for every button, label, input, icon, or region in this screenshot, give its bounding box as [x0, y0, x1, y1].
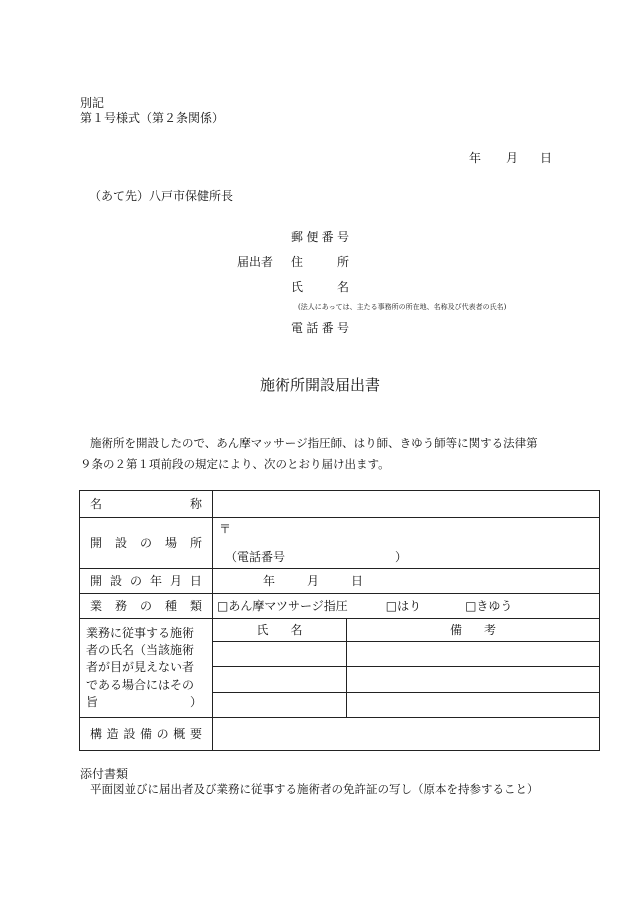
row-open-date: [80, 569, 600, 594]
open-date-year: 年: [263, 573, 276, 588]
location-phone-close: ）: [395, 550, 408, 564]
business-type-options: [213, 594, 600, 619]
staff-remarks-cell[interactable]: [347, 667, 600, 693]
date-month: 月: [506, 151, 519, 165]
addressee: （あて先）八戸市保健所長: [89, 189, 234, 203]
staff-remarks-cell[interactable]: [347, 693, 600, 718]
date-year: 年: [469, 151, 482, 165]
row-structure: [80, 718, 600, 751]
applicant-label: 届出者: [237, 255, 274, 269]
staff-remarks-header: 備 考: [347, 619, 600, 642]
option-anma-checkbox[interactable]: □あん摩マツサージ指圧: [217, 598, 348, 613]
structure-field[interactable]: [213, 718, 600, 751]
row-business-type: [80, 594, 600, 619]
row-facility-name: [80, 491, 600, 518]
corporation-note: (法人にあっては、主たる事務所の所在地、名称及び代表者の氏名): [298, 303, 507, 311]
document-title: 施術所開設届出書: [260, 376, 381, 394]
address-label: 住 所: [291, 255, 349, 269]
staff-name-header: 氏 名: [213, 619, 347, 642]
postal-mark: 〒: [219, 522, 232, 536]
form-number: 第１号様式（第２条関係）: [80, 111, 225, 125]
appendix-label: 別記: [80, 96, 105, 110]
structure-label: 構 造 設 備 の 概 要: [80, 718, 213, 751]
business-type-label: 業 務 の 種 類: [80, 594, 213, 619]
attachments-heading: 添付書類: [80, 767, 129, 781]
attachments-text: 平面図並びに届出者及び業務に従事する施術者の免許証の写し（原本を持参すること）: [90, 782, 539, 796]
open-date-field[interactable]: [213, 569, 600, 594]
option-kyu-checkbox[interactable]: □きゆう: [465, 598, 513, 613]
facility-name-label: 名 称: [80, 491, 213, 518]
date-day: 日: [540, 151, 553, 165]
facility-name-field[interactable]: [213, 491, 600, 518]
location-field[interactable]: [213, 518, 600, 569]
staff-name-cell[interactable]: [213, 667, 347, 693]
row-staff-header: [80, 619, 600, 642]
staff-name-cell[interactable]: [213, 642, 347, 667]
open-date-day: 日: [351, 573, 364, 588]
staff-label: 業務に従事する施術 者の氏名（当該施術 者が目が見えない者 である場合にはその 旨 ）: [80, 619, 213, 718]
location-phone-line: [219, 549, 593, 565]
phone-label: 電 話 番 号: [291, 321, 349, 335]
location-phone-label: （電話番号: [225, 550, 286, 564]
application-table: [79, 490, 600, 751]
body-line-2: ９条の２第１項前段の規定により、次のとおり届け出ます。: [80, 457, 390, 471]
name-label: 氏 名: [291, 280, 349, 294]
postal-code-label: 郵 便 番 号: [291, 230, 349, 244]
row-location: [80, 518, 600, 569]
location-label: 開 設 の 場 所: [80, 518, 213, 569]
staff-remarks-cell[interactable]: [347, 642, 600, 667]
open-date-label: 開 設 の 年 月 日: [80, 569, 213, 594]
body-line-1: 施術所を開設したので、あん摩マッサージ指圧師、はり師、きゆう師等に関する法律第: [90, 436, 538, 450]
option-hari-checkbox[interactable]: □はり: [385, 598, 422, 613]
open-date-month: 月: [307, 573, 320, 588]
staff-name-cell[interactable]: [213, 693, 347, 718]
